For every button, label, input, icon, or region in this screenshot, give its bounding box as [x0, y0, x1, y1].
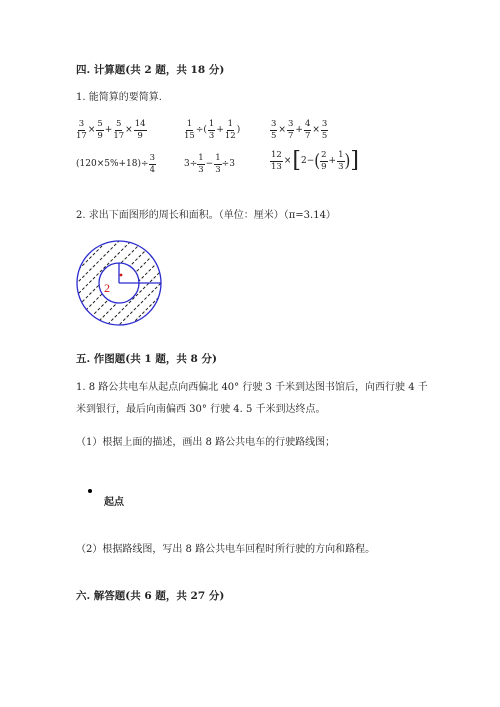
- sub-question-1: （1）根据上面的描述，画出 8 路公共电车的行驶路线图；: [76, 437, 336, 448]
- sub-question-2: （2）根据路线图，写出 8 路公共电车回程时所行驶的方向和路程。: [76, 544, 376, 555]
- start-point-label: 起点: [104, 497, 124, 508]
- fraction: $\frac{1}{12}$: [224, 119, 236, 141]
- section-4-title: 四. 计算题(共 2 题，共 18 分): [76, 64, 225, 76]
- fraction: $\frac{14}{9}$: [134, 119, 146, 141]
- section-6-title: 六. 解答题(共 6 题，共 27 分): [76, 590, 225, 602]
- fraction: $\frac{1}{3}$: [198, 153, 204, 175]
- question-text-line-2: 米到银行，最后向南偏西 30° 行驶 4. 5 千米到达终点。: [76, 404, 326, 415]
- fraction: $\frac{3}{5}$: [271, 119, 277, 141]
- fraction: $\frac{1}{3}$: [338, 150, 344, 172]
- expression-3: $\frac{3}{5}$ × $\frac{3}{7}$ + $\frac{4}{7}$ × $\frac{3}{5}$: [271, 119, 328, 141]
- expression-4: (120×5%+18)÷ $\frac{3}{4}$: [76, 153, 155, 175]
- fraction: $\frac{5}{17}$: [113, 119, 125, 141]
- section-5-title: 五. 作图题(共 1 题，共 8 分): [76, 353, 217, 365]
- expression-1: $\frac{3}{17}$ × $\frac{5}{9}$ + $\frac{5}{17}$ × $\frac{14}{9}$: [76, 119, 146, 141]
- annulus-figure: [74, 238, 164, 328]
- expression-2: $\frac{1}{15}$ ÷( $\frac{1}{3}$ + $\frac{1}{12}$ ): [184, 119, 241, 141]
- fraction: $\frac{2}{9}$: [321, 150, 327, 172]
- fraction: $\frac{3}{7}$: [287, 119, 294, 141]
- fraction: $\frac{1}{15}$: [184, 119, 195, 141]
- fraction: $\frac{12}{13}$: [271, 150, 282, 172]
- center-marker: [120, 274, 123, 277]
- start-point-dot: [88, 489, 92, 493]
- fraction: $\frac{3}{5}$: [321, 119, 328, 141]
- fraction: $\frac{4}{7}$: [304, 119, 311, 141]
- question-2-prompt: 2. 求出下面图形的周长和面积。（单位：厘米）（π=3.14）: [76, 210, 336, 221]
- fraction: $\frac{3}{17}$: [76, 119, 87, 141]
- fraction: $\frac{3}{4}$: [149, 153, 155, 175]
- question-text-line-1: 1. 8 路公共电车从起点向西偏北 40° 行驶 3 千米到达图书馆后，向西行驶 4 千: [76, 382, 428, 393]
- fraction: $\frac{1}{3}$: [215, 153, 221, 175]
- question-1-prompt: 1. 能简算的要简算.: [76, 92, 162, 103]
- fraction: $\frac{1}{3}$: [208, 119, 215, 141]
- expression-6: $\frac{12}{13}$ × [ 2− ( $\frac{2}{9}$ + $\frac{1}{3}$ ) ]: [271, 148, 359, 173]
- radius-label: 2: [104, 281, 110, 295]
- expression-5: 3÷ $\frac{1}{3}$ − $\frac{1}{3}$ ÷3: [184, 153, 235, 175]
- fraction: $\frac{5}{9}$: [97, 119, 103, 141]
